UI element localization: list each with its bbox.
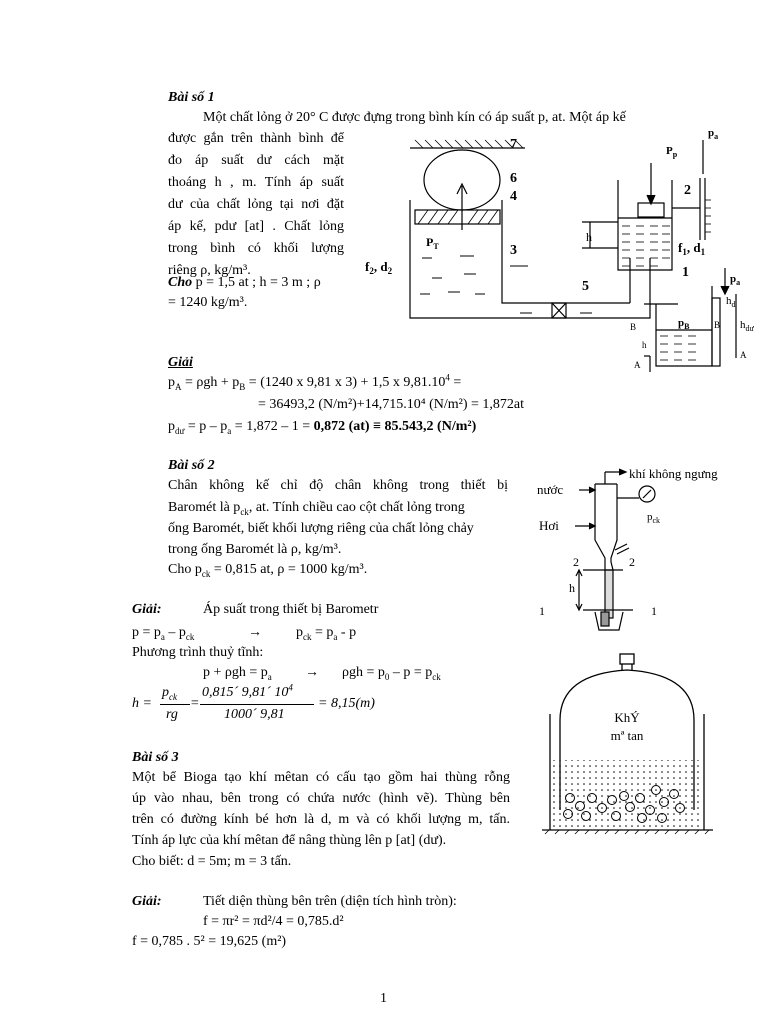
label-7: 7 xyxy=(510,137,517,152)
svg-text:h: h xyxy=(569,581,575,595)
svg-text:PT: $P_T$ xyxy=(426,235,439,251)
problem2-eq2-right: $\rho gh = p_0 - p = p_{ck}$ xyxy=(342,665,441,682)
problem2-eq1-arrow: → xyxy=(248,625,262,640)
problem2-title: Bài số 2 xyxy=(168,458,215,473)
problem1-intro: Một chất lỏng ở 20° C được đựng trong bình kín có áp suất p, at. Một áp kế xyxy=(203,110,626,125)
svg-text:2: 2 xyxy=(573,555,579,569)
problem2-eq1-right: $p_{ck} = p_a - p$ xyxy=(296,625,357,642)
problem1-line6: trong bình có khối lượng xyxy=(168,241,344,256)
problem2-solution-label: Giải: xyxy=(132,602,162,617)
svg-text:Pp: $P_p$ xyxy=(666,145,678,159)
fraction2-bar xyxy=(200,704,314,705)
problem3-line1: Một bể Bioga tạo khí mêtan có cấu tạo gồm hai thùng rỗng xyxy=(132,770,510,785)
problem1-solution-line1: $p_A = \rho gh + p_B = (1240$ x 9,81 x 3) + 1,5 x $9,81.10^4$ = xyxy=(168,372,462,392)
svg-text:1: 1 xyxy=(539,604,545,618)
problem2-eq2-left: $p + \rho gh = p_a$ xyxy=(203,665,272,682)
steam-label: Hơi xyxy=(539,518,559,533)
problem1-line5: áp kế, pdư [at] . Chất lỏng xyxy=(168,219,344,234)
problem3-formula1: f = πr² = πd²/4 = 0,785.d² xyxy=(203,914,344,929)
problem3-line3: trên có đường kính bé hơn là d, m và có khối lượng m, tấn. xyxy=(132,812,510,827)
problem1-given-label: Cho xyxy=(168,275,193,290)
svg-text:f1, d1: $f_1$, $d_1$ xyxy=(678,240,706,257)
fraction1-numerator: $p_{ck}$ xyxy=(162,685,177,702)
problem1-solution-label: Giải xyxy=(168,355,193,370)
label-4: 4 xyxy=(510,189,517,204)
problem2-given: Cho $p_{ck} = 0,815$ at, ρ = 1000 kg/m³. xyxy=(168,562,368,579)
problem3-line2: úp vào nhau, bên trong có chứa nước (hình vẽ). Thùng bên xyxy=(132,791,510,806)
problem1-title: Bài số 1 xyxy=(168,90,215,105)
water-label: nước xyxy=(537,482,564,497)
svg-text:2: 2 xyxy=(629,555,635,569)
tank-manometer-diagram xyxy=(360,118,768,376)
svg-text:h: h xyxy=(642,340,647,350)
problem1-line7: riêng ρ, kg/m³. xyxy=(168,263,251,278)
barometric-condenser-diagram xyxy=(535,460,755,640)
formula-h: h = xyxy=(132,696,152,711)
problem1-line1: được gắn trên thành bình để xyxy=(168,131,344,146)
svg-text:pa: $p_a$ xyxy=(708,127,719,141)
gas-label-1: KhÝ xyxy=(614,710,640,725)
label-5: 5 xyxy=(582,279,589,294)
svg-text:hd: $h_d$ xyxy=(726,295,736,309)
page-number: 1 xyxy=(380,991,387,1006)
problem2-solution-head: Áp suất trong thiết bị Barometr xyxy=(203,602,379,617)
gas-label-2: mª tan xyxy=(610,728,644,743)
svg-text:B: B xyxy=(630,322,637,332)
problem1-given2: = 1240 kg/m³. xyxy=(168,295,248,310)
problem2-line3: ống Baromét, biết khối lượng riêng của chất lỏng chảy xyxy=(168,521,474,536)
problem3-given: Cho biết: d = 5m; m = 3 tấn. xyxy=(132,854,292,869)
svg-text:pck: $p_{ck}$ xyxy=(647,511,661,525)
fraction1-denominator: rg xyxy=(166,707,178,722)
problem3-line4: Tính áp lực của khí mêtan để nâng thùng lên p [at] (dư). xyxy=(132,833,447,848)
svg-text:hdư: $h_{dư}$ xyxy=(740,319,754,333)
svg-text:pa: $p_a$ xyxy=(730,273,741,287)
gas-label: khí không ngưng xyxy=(629,466,718,481)
formula-result: = 8,15(m) xyxy=(318,696,375,711)
problem2-line2: Baromét là $p_{ck}$, at. Tính chiều cao cột chất lỏng trong xyxy=(168,500,465,517)
problem3-solution-label: Giải: xyxy=(132,894,162,909)
label-2: 2 xyxy=(684,183,691,198)
label-1: 1 xyxy=(682,265,689,280)
svg-text:f2, d2: $f_2$, $d_2$ xyxy=(365,259,393,276)
problem2-eq1-left: $p = p_a - p_{ck}$ xyxy=(132,625,195,642)
svg-text:A: A xyxy=(740,350,747,360)
label-6: 6 xyxy=(510,171,517,186)
label-3: 3 xyxy=(510,243,517,258)
problem1-solution-line2: = 36493,2 (N/m²)+14,715.10⁴ (N/m²) = 1,872at xyxy=(258,397,524,412)
problem2-line4: trong ống Baromét là ρ, kg/m³. xyxy=(168,542,342,557)
fraction2-numerator: 0,815´ 9,81´ $10^4$ xyxy=(202,682,293,700)
formula-equals: = xyxy=(190,696,200,711)
svg-text:B: B xyxy=(714,320,721,330)
biogas-tank-diagram xyxy=(540,650,715,835)
svg-text:pB: $p_B$ xyxy=(678,317,690,331)
svg-text:1: 1 xyxy=(651,604,657,618)
svg-text:h: h xyxy=(586,230,592,244)
problem1-line3: thoáng h , m. Tính áp suất xyxy=(168,175,344,190)
fraction2-denominator: 1000´ 9,81 xyxy=(224,707,285,722)
problem3-solution-head: Tiết diện thùng bên trên (diện tích hình tròn): xyxy=(203,894,457,909)
problem3-formula2: f = 0,785 . 5² = 19,625 (m²) xyxy=(132,934,287,949)
problem1-line4: dư của chất lỏng tại nơi đặt xyxy=(168,197,344,212)
problem2-line1: Chân không kế chỉ độ chân không trong thiết bị xyxy=(168,478,508,493)
svg-text:A: A xyxy=(634,360,641,370)
problem1-solution-line3: $p_{dư} = p - p_a = 1,872 - 1 = 0,872$ (at) ≡ 85.543,2 (N/m²) xyxy=(168,419,477,436)
problem3-title: Bài số 3 xyxy=(132,750,179,765)
problem2-hydrostatic: Phương trình thuỷ tĩnh: xyxy=(132,645,264,660)
problem1-line2: đo áp suất dư cách mặt xyxy=(168,153,344,168)
problem1-given: p = 1,5 at ; h = 3 m ; ρ xyxy=(195,275,321,290)
problem2-eq2-arrow: → xyxy=(305,665,319,680)
fraction1-bar xyxy=(160,704,190,705)
